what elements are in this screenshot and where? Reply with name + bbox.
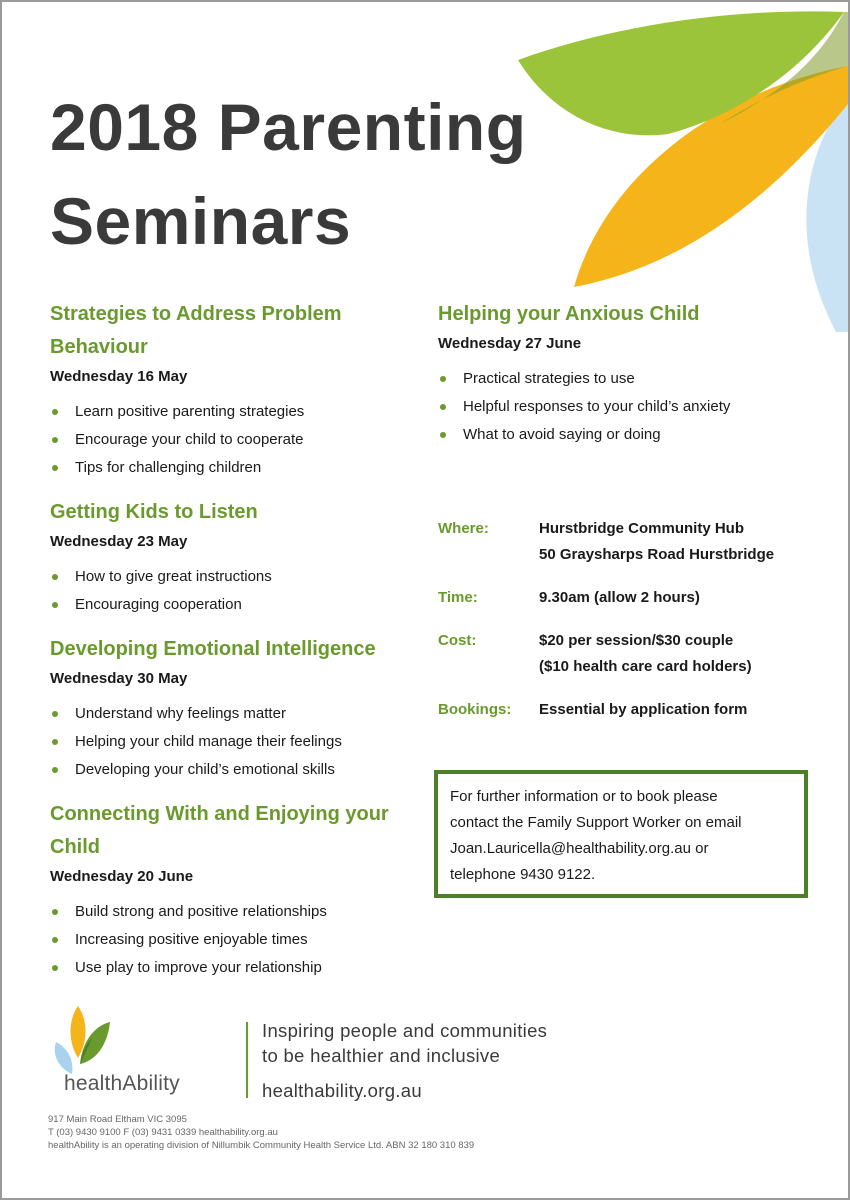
bullet-dot-icon: [52, 739, 58, 745]
bullet-dot-icon: [52, 711, 58, 717]
bullet-text: Developing your child’s emotional skills: [75, 761, 335, 778]
seminar-title: Getting Kids to Listen: [50, 501, 258, 523]
footer-legal: healthAbility is an operating division of Nillumbik Community Health Service Ltd. ABN 32 180 310 839: [48, 1140, 475, 1151]
bullet-text: Encourage your child to cooperate: [75, 431, 304, 448]
bullet-item: [50, 954, 420, 982]
seminar-kids-listen: [50, 496, 420, 619]
info-email[interactable]: Joan.Lauricella@healthability.org.au or: [450, 840, 709, 857]
bullet-text: Encouraging cooperation: [75, 596, 242, 613]
info-line-2: contact the Family Support Worker on email: [450, 814, 742, 831]
seminar-title: Helping your Anxious Child: [438, 303, 700, 325]
bullet-dot-icon: [52, 909, 58, 915]
seminar-title: Strategies to Address Problem Behaviour: [50, 303, 342, 358]
seminar-emotional-intelligence: [50, 633, 420, 784]
detail-cost: [438, 628, 818, 680]
seminar-date: Wednesday 16 May: [50, 368, 188, 385]
brand-tagline: [262, 1018, 547, 1068]
seminar-problem-behaviour: [50, 298, 420, 482]
bullet-item: [438, 365, 818, 393]
bullet-item: [438, 421, 818, 449]
bullet-dot-icon: [52, 409, 58, 415]
bullet-text: What to avoid saying or doing: [463, 426, 661, 443]
bullet-text: Build strong and positive relationships: [75, 903, 327, 920]
bullet-dot-icon: [440, 376, 446, 382]
seminar-title: Connecting With and Enjoying your Child: [50, 803, 389, 858]
logo-blue-leaf: [55, 1042, 73, 1074]
seminar-connecting-enjoying: [50, 798, 420, 982]
bullet-list: [50, 398, 420, 482]
seminar-date: Wednesday 27 June: [438, 335, 582, 352]
bullet-item: [438, 393, 818, 421]
cost-value: [539, 628, 752, 680]
venue-address: 50 Graysharps Road Hurstbridge: [539, 546, 775, 563]
bullet-text: Use play to improve your relationship: [75, 959, 322, 976]
title-line-1: 2018 Parenting: [50, 90, 527, 164]
bullet-list: [50, 563, 420, 619]
bullet-item: [50, 426, 420, 454]
venue-name: Hurstbridge Community Hub: [539, 520, 744, 537]
bullet-dot-icon: [52, 602, 58, 608]
info-telephone: telephone 9430 9122.: [450, 866, 596, 883]
bookings-label: Bookings:: [438, 701, 512, 718]
bullet-item: [50, 756, 420, 784]
bullet-item: [50, 898, 420, 926]
footer-phone: T (03) 9430 9100 F (03) 9431 0339 healthability.org.au: [48, 1127, 278, 1138]
cost-line-1: $20 per session/$30 couple: [539, 632, 734, 649]
seminar-date: Wednesday 23 May: [50, 533, 188, 550]
tagline-line-1: Inspiring people and communities: [262, 1020, 548, 1041]
bullet-dot-icon: [52, 465, 58, 471]
event-details: [438, 516, 818, 740]
bookings-value: Essential by application form: [539, 701, 748, 718]
bullet-dot-icon: [52, 437, 58, 443]
bullet-list: [438, 365, 818, 449]
seminars-left-column: [50, 298, 420, 996]
bullet-item: [50, 728, 420, 756]
bullet-dot-icon: [52, 767, 58, 773]
seminar-date: Wednesday 30 May: [50, 670, 188, 687]
where-value: [539, 516, 774, 568]
where-label: Where:: [438, 520, 489, 537]
detail-bookings: [438, 697, 818, 723]
time-value: 9.30am (allow 2 hours): [539, 589, 700, 606]
contact-info-box: [434, 770, 808, 898]
bullet-text: Tips for challenging children: [75, 459, 262, 476]
title-line-2: Seminars: [50, 184, 352, 258]
bullet-text: Practical strategies to use: [463, 370, 635, 387]
bullet-item: [50, 926, 420, 954]
seminar-title: Developing Emotional Intelligence: [50, 638, 376, 660]
bullet-dot-icon: [52, 574, 58, 580]
info-line-1: For further information or to book please: [450, 788, 718, 805]
bullet-text: How to give great instructions: [75, 568, 272, 585]
footer: [48, 1113, 474, 1152]
brand-divider: [246, 1022, 248, 1098]
decorative-petals: [488, 2, 848, 332]
bullet-item: [50, 398, 420, 426]
cost-label: Cost:: [438, 632, 477, 649]
healthability-leaf-logo: [48, 1002, 114, 1080]
bullet-dot-icon: [440, 404, 446, 410]
seminar-anxious-child: [438, 298, 818, 449]
bullet-item: [50, 700, 420, 728]
brand-logo-text: healthAbility: [64, 1072, 180, 1095]
seminars-right-column: [438, 298, 818, 463]
bullet-text: Helpful responses to your child’s anxiety: [463, 398, 731, 415]
brand-website-link[interactable]: healthability.org.au: [262, 1080, 422, 1101]
bullet-dot-icon: [52, 937, 58, 943]
bullet-item: [50, 563, 420, 591]
bullet-list: [50, 898, 420, 982]
bullet-list: [50, 700, 420, 784]
cost-line-2: ($10 health care card holders): [539, 658, 752, 675]
seminar-date: Wednesday 20 June: [50, 868, 194, 885]
time-label: Time:: [438, 589, 478, 606]
bullet-text: Helping your child manage their feelings: [75, 733, 342, 750]
bullet-text: Learn positive parenting strategies: [75, 403, 305, 420]
bullet-dot-icon: [52, 965, 58, 971]
detail-time: [438, 585, 818, 611]
tagline-line-2: to be healthier and inclusive: [262, 1045, 501, 1066]
bullet-dot-icon: [440, 432, 446, 438]
bullet-text: Understand why feelings matter: [75, 705, 286, 722]
bullet-item: [50, 454, 420, 482]
footer-address: 917 Main Road Eltham VIC 3095: [48, 1114, 187, 1125]
bullet-item: [50, 591, 420, 619]
page-title: [50, 80, 527, 268]
detail-where: [438, 516, 818, 568]
bullet-text: Increasing positive enjoyable times: [75, 931, 308, 948]
